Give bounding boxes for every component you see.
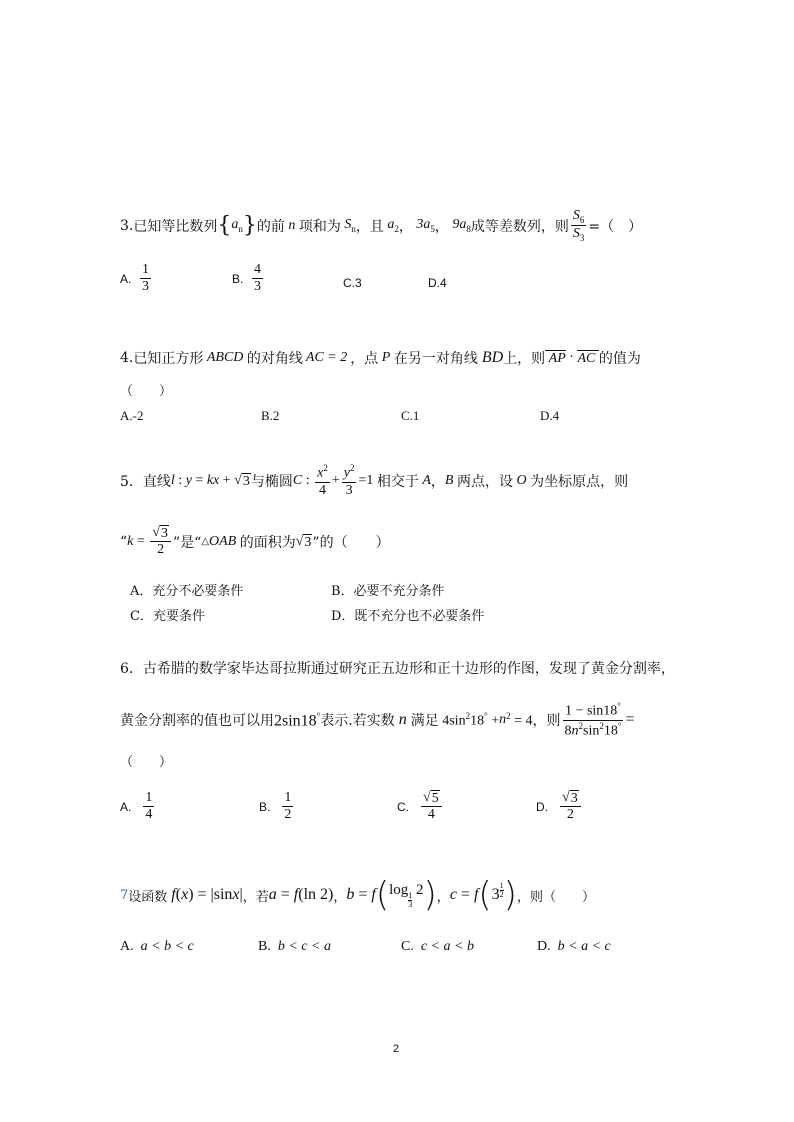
q4-option-a: A.-2 [120, 408, 144, 423]
q5-condition: “ k = √ 3 2 ”是“ △ OAB 的面积为 √ 3 ”的（ ） [120, 525, 390, 558]
page-number: 2 [393, 1043, 400, 1055]
q6-option-c: C. √ 5 4 [397, 790, 444, 823]
q4-option-d: D.4 [540, 408, 560, 423]
q6-option-a: A. $\frac{1}{4}$ [120, 790, 153, 823]
q3-option-d: D.4 [428, 276, 447, 290]
q3-ratio: $\frac{S_6}{S_3}$ [572, 208, 585, 243]
q3-number: 3. [120, 217, 134, 234]
q7-option-d: D. b < a < c [537, 939, 611, 954]
q5-option-d: D．既不充分也不必要条件 [331, 609, 485, 624]
q4-stem: 4. 已知正方形 ABCD 的对角线 AC = 2 ，点 P 在另一对角线 BD 上，则 AP · AC 的值为 [120, 349, 641, 367]
q3-text-3: 项和为 [298, 218, 341, 235]
q7-option-a: A. a < b < c [120, 939, 194, 954]
q3-text-1: 已知等比数列 [133, 218, 218, 235]
q5-option-a: A．充分不必要条件 [130, 584, 244, 599]
q4-option-c: C.1 [401, 408, 420, 423]
q6-option-d: D. √ 3 2 [536, 790, 583, 823]
q3-option-b: B. $\frac{4}{3}$ [232, 262, 262, 295]
q7-option-c: C. c < a < b [401, 939, 474, 954]
q3-text-2: 的前 [256, 218, 285, 235]
q6-line-1: 6． 古希腊的数学家毕达哥拉斯通过研究正五边形和正十边形的作图，发现了黄金分割率， [120, 661, 675, 677]
q3-option-a: A. $\frac{1}{3}$ [120, 262, 150, 295]
q5-stem: 5．直线 l : y = kx + √ 3 与椭圆 C : $\frac{x^2}{4}$ + $\frac{y^2}{3}$ =1 相交于 A ， B 两点，设 O 为坐标原点，则 [120, 463, 629, 498]
q6-paren: （ ） [120, 755, 173, 770]
q6-option-b: B. $\frac{1}{2}$ [259, 790, 292, 823]
q3-text-5: 成等差数列，则 [470, 218, 569, 235]
q3-option-c: C.3 [343, 276, 362, 290]
q5-option-b: B．必要不充分条件 [331, 584, 445, 599]
q5-option-c: C．充要条件 [130, 609, 205, 624]
q7-stem: 7 设函数 f ( x ) = |sin x | ，若 a = f (ln 2) ， b = f ( log 1 3 2 ) ， c = f ( 3 1 2 ) ，则（ ） [120, 875, 595, 915]
q4-option-b: B.2 [261, 408, 280, 423]
q3-text-4: ，且 [355, 218, 384, 235]
q4-paren: （ ） [120, 384, 173, 399]
q6-line-2: 黄金分割率的值也可以用 2sin18° 表示.若实数 n 满足 $4\sin^218^\circ$ + n $^2$ = 4 ，则 $\frac{1 - \sin 18^\circ}{8n^2\sin^218^\circ}$ = [120, 701, 635, 739]
q3-stem: 3. 已知等比数列 { $a_n$ } 的前 n 项和为 $S_n$ ，且 $a_2$ ， $3a_5$ ， $9a_8$ 成等差数列，则 $\frac{S_6}{S_3}$ =（ ） [120, 208, 643, 243]
q7-option-b: B. b < c < a [258, 939, 331, 954]
q3-text-6: =（ ） [588, 218, 643, 235]
